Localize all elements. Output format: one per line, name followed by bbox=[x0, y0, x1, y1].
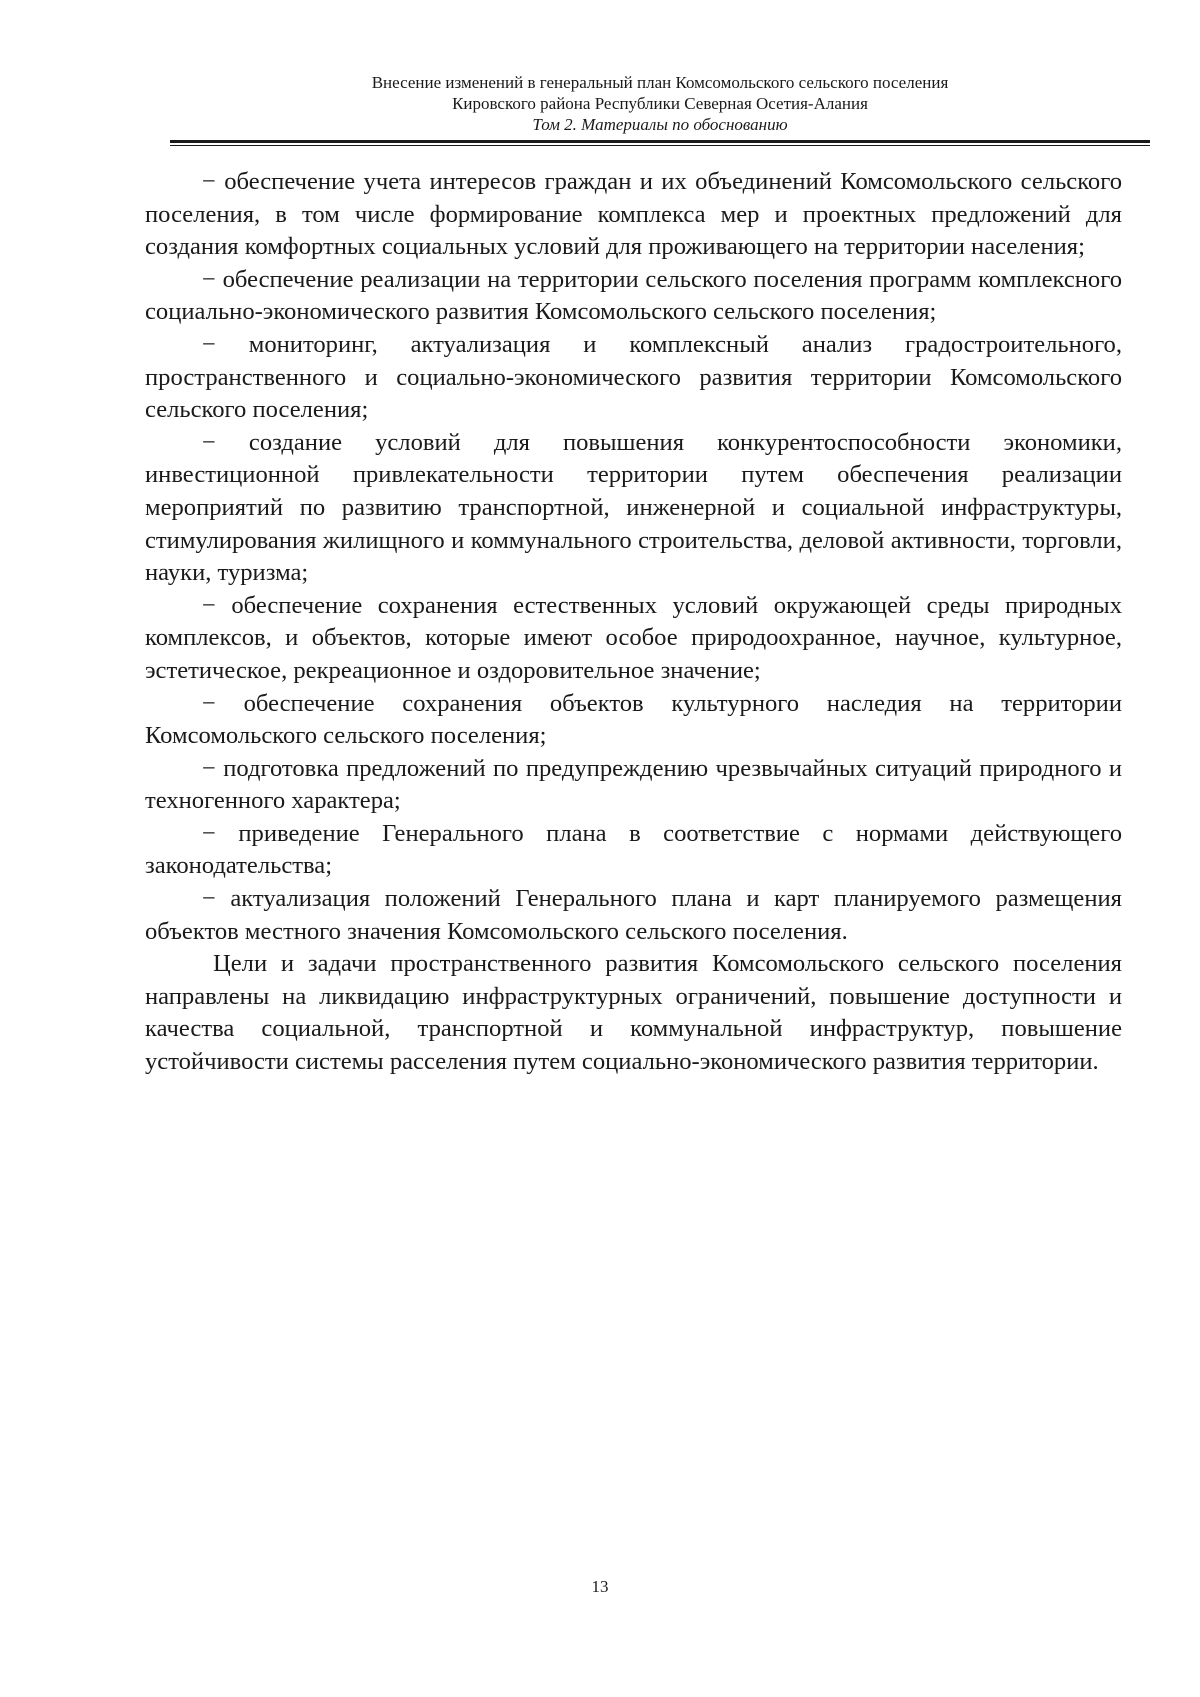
header-divider-thin bbox=[170, 145, 1150, 146]
list-item: − создание условий для повышения конкурентоспособности экономики, инвестиционной привлекательности территории путем обеспечения реализации мероприятий по развитию транспортной, инженерной и социальной инфраструктуры, стимулирования жилищного и коммунального строительства, деловой активности, торговли, науки, туризма; bbox=[145, 428, 1122, 587]
list-item: − обеспечение учета интересов граждан и их объединений Комсомольского сельского поселения, в том числе формирование комплекса мер и проектных предложений для создания комфортных социальных условий для проживающего на территории населения; bbox=[145, 168, 1122, 261]
header-divider-thick bbox=[170, 140, 1150, 143]
page-number: 13 bbox=[591, 1577, 609, 1596]
document-body bbox=[145, 166, 1122, 1079]
list-item: − обеспечение сохранения естественных условий окружающей среды природных комплексов, и объектов, которые имеют особое природоохранное, научное, культурное, эстетическое, рекреационное и оздоровительное значение; bbox=[145, 591, 1122, 684]
list-item: − мониторинг, актуализация и комплексный анализ градостроительного, пространственного и социально-экономического развития территории Комсомольского сельского поселения; bbox=[145, 330, 1122, 424]
header-title-line1: Внесение изменений в генеральный план Комсомольского сельского поселения bbox=[371, 73, 949, 92]
list-item: − обеспечение сохранения объектов культурного наследия на территории Комсомольского сельского поселения; bbox=[145, 689, 1122, 750]
closing-paragraph: Цели и задачи пространственного развития Комсомольского сельского поселения направлены на ликвидацию инфраструктурных ограничений, повышение доступности и качества социальной, транспортной и коммунальной инфраструктур, повышение устойчивости системы расселения путем социально-экономического развития территории. bbox=[145, 950, 1122, 1076]
list-item: − приведение Генерального плана в соответствие с нормами действующего законодательства; bbox=[145, 819, 1122, 880]
list-item: − актуализация положений Генерального плана и карт планируемого размещения объектов местного значения Комсомольского сельского поселения. bbox=[145, 885, 1122, 945]
page-header bbox=[170, 72, 1150, 135]
header-title-line2: Кировского района Республики Северная Осетия-Алания bbox=[452, 94, 868, 113]
list-item: − обеспечение реализации на территории сельского поселения программ комплексного социально-экономического развития Комсомольского сельского поселения; bbox=[145, 265, 1122, 326]
header-volume-line: Том 2. Материалы по обоснованию bbox=[532, 115, 788, 134]
list-item: − подготовка предложений по предупреждению чрезвычайных ситуаций природного и техногенного характера; bbox=[145, 754, 1122, 815]
